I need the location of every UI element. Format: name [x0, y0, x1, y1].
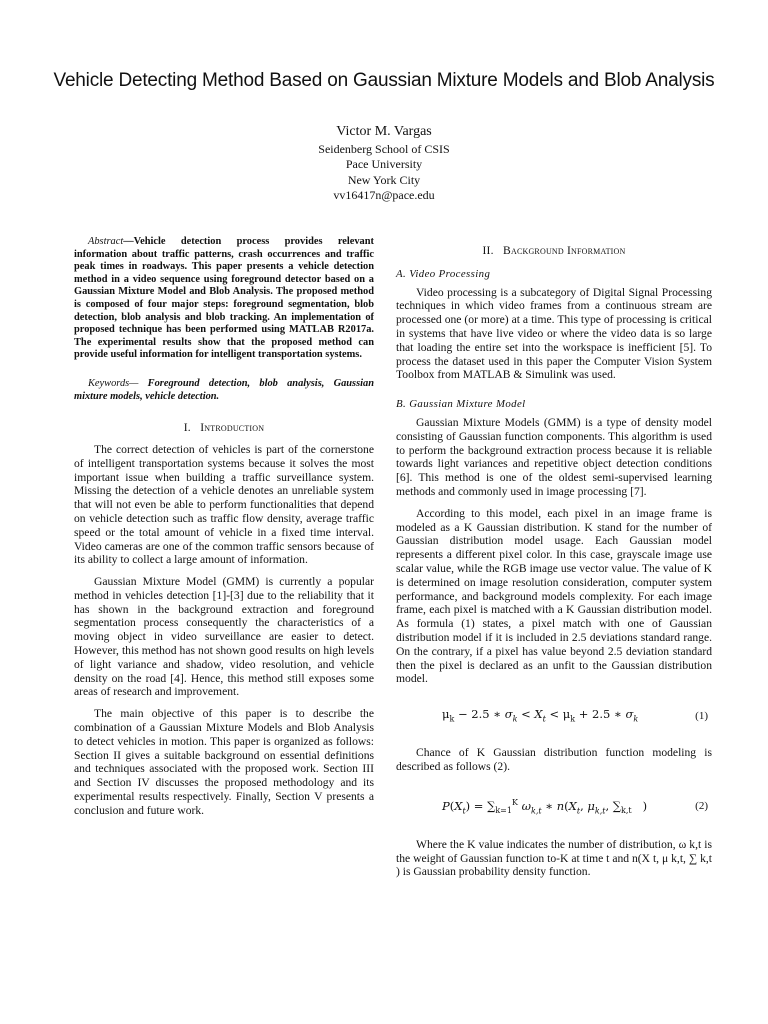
author-block	[0, 124, 768, 204]
gmm-closing-paragraph: Where the K value indicates the number of distribution, ω k,t is the weight of Gaussian function to-K at time t and n(X t, μ k,t, ∑ k,t ) is Gaussian probability density function.	[396, 837, 712, 879]
section-heading-background: II. Background Information	[482, 244, 626, 257]
abstract	[74, 236, 374, 362]
intro-paragraph-3: The main objective of this paper is to describe the combination of a Gaussian Mixture Models and Blob Analysis to detect vehicles in motion. This paper is organized as follows: Section II gives a suitable background on essential definitions and techniques associated with the proposed work. Section III and Section IV discusses the proposed methodology and its experimental results respectively. Finally, Section V presents a conclusion and future work.	[74, 707, 374, 817]
gmm-between-text: Chance of K Gaussian distribution function modeling is described as follows (2).	[396, 746, 712, 773]
keywords-lead: Keywords—	[88, 377, 139, 389]
author-email: vv16417n@pace.edu	[333, 188, 435, 202]
intro-paragraph-2: Gaussian Mixture Model (GMM) is currently a popular method in vehicles detection [1]-[3] due to the reliability that it has shown in the background extraction and foreground segmentation process consequently the characteristics of a moving object in video surveillance are easier to detect. However, this method has not shown good results on high levels of light variance and shadow, video resolution, and vehicle density on the road [4]. Hence, this method still exposes some areas of research and improvement.	[74, 575, 374, 699]
abstract-text: —Vehicle detection process provides relevant information about traffic patterns, crash occurrences and traffic peak times in roadways. This paper presents a vehicle detection method in a video sequence using foreground detector based on a Gaussian Mixture Model and Blob Analysis. The proposed method is composed of four major steps: foreground segmentation, blob detection, blob analysis and blob tracking. An implementation of proposed technique has been performed using MATLAB R2017a. The experimental results show that the proposed method can provide useful information for intelligent transportation systems.	[74, 236, 374, 361]
equation-1-number: (1)	[695, 710, 708, 723]
video-processing-paragraph: Video processing is a subcategory of Digital Signal Processing techniques in which video frames from a continuous stream are processed one (or more) at a time. This type of processing is critical in systems that have live video or where the video data is so large that loading the entire set into the workspace is inefficient [5]. To process the dataset used in this paper the Computer Vision System Toolbox from MATLAB & Simulink was used.	[396, 285, 712, 382]
affiliation-city: New York City	[347, 172, 421, 187]
subsection-heading-gmm: B. Gaussian Mixture Model	[396, 398, 526, 411]
abstract-lead: Abstract	[88, 236, 124, 247]
equation-2-number: (2)	[695, 799, 708, 812]
keywords-text: Foreground detection, blob analysis, Gaussian mixture models, vehicle detection.	[74, 377, 374, 402]
equation-1-formula: $\mu_k - 2.5$ ∗ $\sigma_k < X_t < \mu_k + 2.5$ ∗ $\sigma_k$	[442, 707, 639, 724]
gmm-paragraph-2: According to this model, each pixel in an image frame is modeled as a K Gaussian distribution. K stand for the number of Gaussian distribution model usage. Each Gaussian model represents a different pixel color. In this case, grayscale image use scalar value, while the RGB image use vector value. The value of K is determined on image resolution consideration, computer system performance, and background models complexity. For each image frame, each pixel is matched with a K Gaussian distribution model. As formula (1) states, a pixel match with one of Gaussian distribution model if it is included in 2.5 deviations standard range. On the contrary, if a pixel has value beyond 2.5 deviation standard then the pixel is declared as an unfit to the Gaussian distribution model.	[396, 506, 712, 686]
right-column	[396, 244, 712, 879]
affiliation-university: Pace University	[345, 157, 423, 171]
paper-title: Vehicle Detecting Method Based on Gaussian Mixture Models and Blob Analysis	[53, 70, 715, 91]
affiliation-school: Seidenberg School of CSIS	[318, 141, 450, 156]
intro-paragraph-1: The correct detection of vehicles is part of the cornerstone of intelligent transportation systems because it solves the most important issue when building a traffic surveillance system. Missing the detection of a vehicle denotes an unreliable system that will not even be able to perform functionalities that depend on vehicle detection such as traffic flow density, average traffic speed or the total amount of vehicle in a fixed time interval. Video cameras are one of the common traffic sensors because of its ability to collect a large amount of information.	[74, 442, 374, 567]
keywords	[74, 378, 374, 403]
equation-2	[396, 796, 712, 818]
equation-1	[396, 708, 712, 726]
section-heading-introduction: I. Introduction	[183, 421, 265, 435]
left-column	[74, 236, 374, 818]
equation-2-formula: $P(X_t) = \sum_{k=1}^K$ $\omega_{k,t}$ ∗ $n(X_t$, $\mu_{k,t}$, $\sum_{k,t}$ )	[442, 797, 648, 815]
author-name: Victor M. Vargas	[336, 124, 432, 139]
gmm-paragraph-1: Gaussian Mixture Models (GMM) is a type of density model consisting of Gaussian function components. This algorithm is used to perform the background extraction process because it is reliable towards light variances and repetitive object detection conditions [6]. This method is one of the oldest semi-supervised learning methods and commonly used in image processing [7].	[396, 415, 712, 498]
subsection-heading-video-processing: A. Video Processing	[396, 267, 491, 280]
